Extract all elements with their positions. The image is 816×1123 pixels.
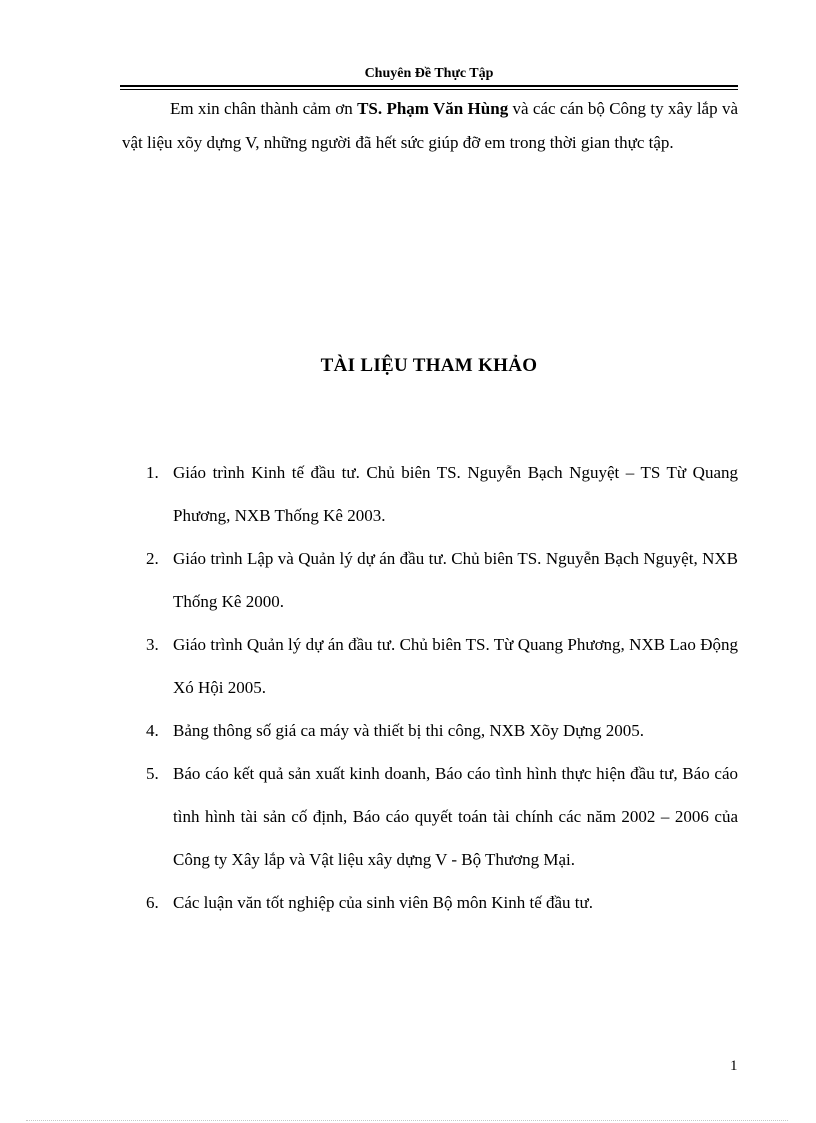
- references-list: [146, 451, 738, 924]
- reference-text: Bảng thông số giá ca máy và thiết bị thi công, NXB Xõy Dựng 2005.: [173, 721, 644, 740]
- reference-item: [146, 709, 738, 752]
- reference-text: Các luận văn tốt nghiệp của sinh viên Bộ môn Kinh tế đầu tư.: [173, 893, 593, 912]
- reference-text: Giáo trình Quản lý dự án đầu tư. Chủ biên TS. Từ Quang Phương, NXB Lao Động Xó Hội 2005.: [173, 635, 738, 697]
- reference-text: Báo cáo kết quả sản xuất kinh doanh, Báo cáo tình hình thực hiện đầu tư, Báo cáo tình hình tài sản cố định, Báo cáo quyết toán tài chính các năm 2002 – 2006 của Công ty Xây lắp và Vật liệu xây dựng V - Bộ Thương Mại.: [173, 764, 738, 869]
- reference-number: 5.: [146, 764, 159, 783]
- reference-item: [146, 537, 738, 623]
- acknowledgement-paragraph: [122, 92, 738, 160]
- reference-number: 3.: [146, 635, 159, 654]
- page-header-title: Chuyên Đề Thực Tập: [364, 66, 494, 81]
- reference-item: [146, 623, 738, 709]
- reference-number: 1.: [146, 463, 159, 482]
- reference-text: Giáo trình Lập và Quản lý dự án đầu tư. Chủ biên TS. Nguyễn Bạch Nguyệt, NXB Thống Kê 2000.: [173, 549, 738, 611]
- supervisor-name: TS. Phạm Văn Hùng: [357, 99, 509, 118]
- reference-text: Giáo trình Kinh tế đầu tư. Chủ biên TS. Nguyễn Bạch Nguyệt – TS Từ Quang Phương, NXB Thống Kê 2003.: [173, 463, 738, 525]
- reference-item: [146, 451, 738, 537]
- page-number: 1: [730, 1058, 738, 1074]
- acknowledgement-text-start: Em xin chân thành cảm ơn: [170, 99, 358, 118]
- reference-number: 4.: [146, 721, 159, 740]
- reference-number: 2.: [146, 549, 159, 568]
- reference-item: [146, 881, 738, 924]
- header-divider-thick: [120, 85, 738, 87]
- acknowledgement-text-end: và các cán bộ Công ty xây lắp và vật liệu xõy dựng V, những người đã hết sức giúp đỡ em trong thời gian thực tập.: [122, 99, 738, 152]
- page-bottom-edge: [26, 1120, 788, 1121]
- reference-item: [146, 752, 738, 881]
- references-heading: TÀI LIỆU THAM KHẢO: [320, 355, 538, 376]
- header-divider-thin: [120, 89, 738, 90]
- reference-number: 6.: [146, 893, 159, 912]
